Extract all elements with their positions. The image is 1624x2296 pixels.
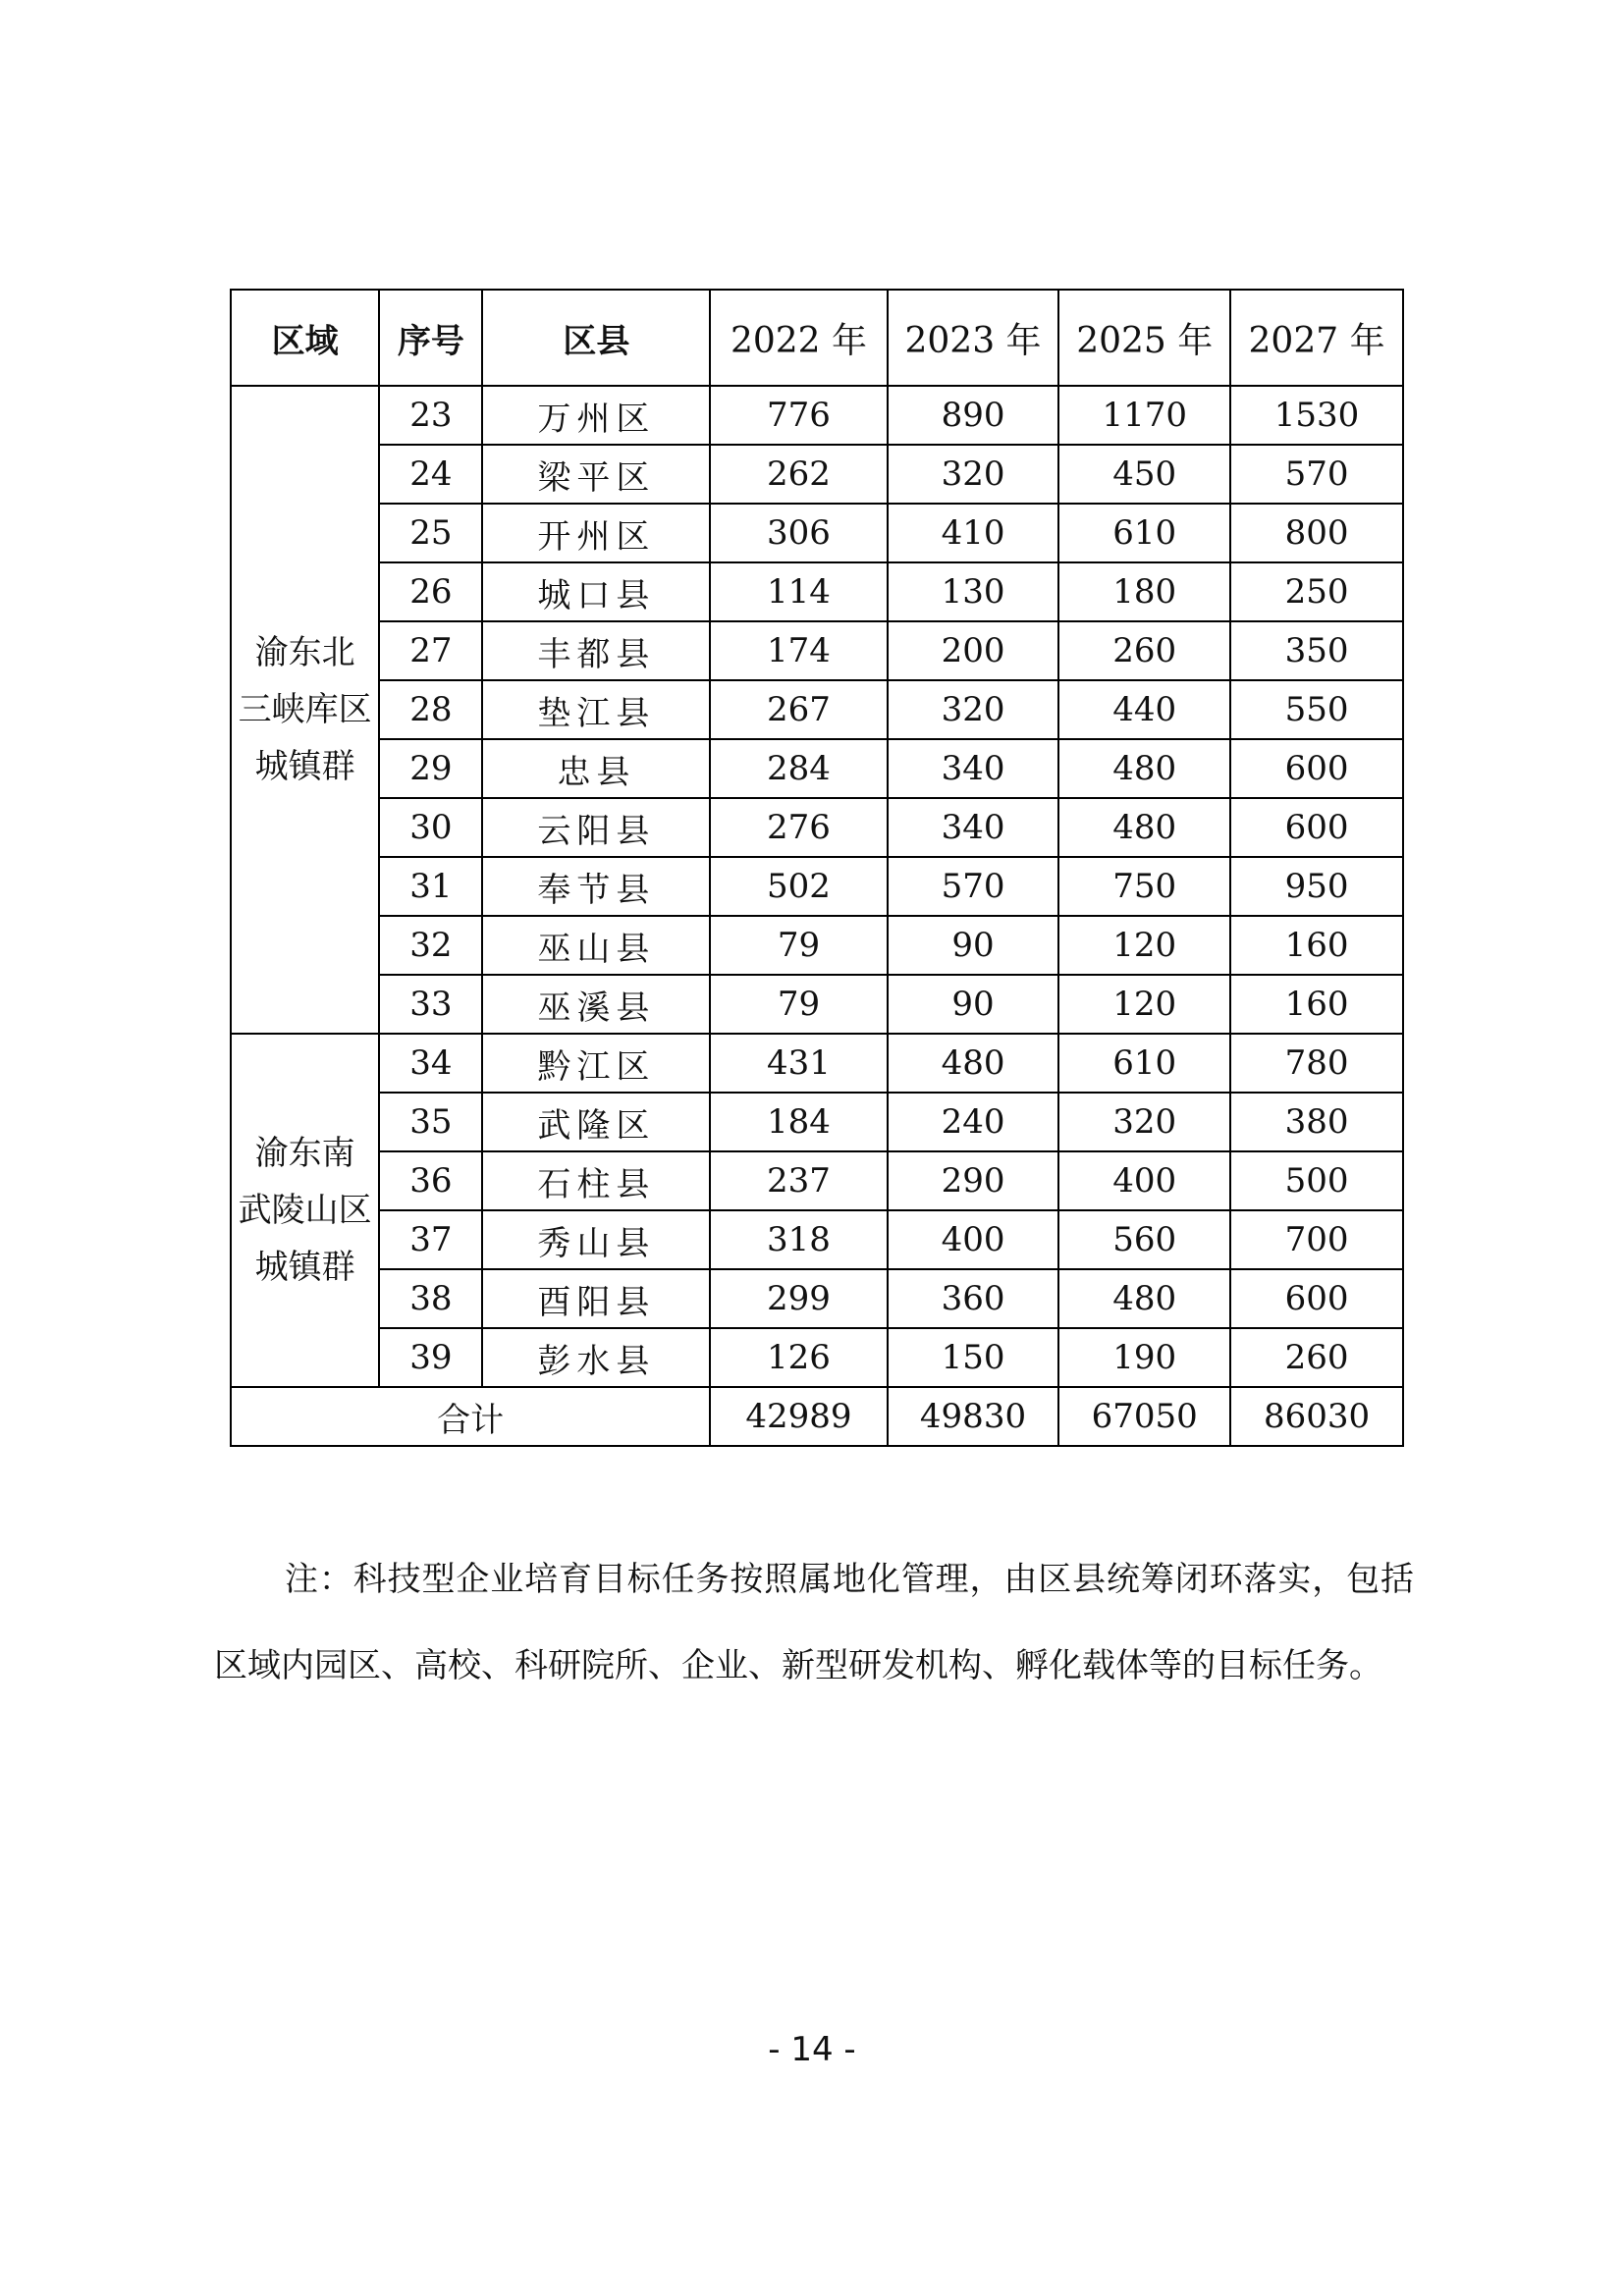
value-2027-cell: 700 <box>1230 1210 1403 1269</box>
value-2023-cell: 240 <box>888 1093 1059 1151</box>
value-2022-cell: 114 <box>710 562 887 621</box>
value-2023-cell: 320 <box>888 445 1059 504</box>
county-cell: 忠县 <box>482 739 710 798</box>
region-line: 渝东南 <box>254 1134 355 1173</box>
value-2023-cell: 890 <box>888 386 1059 445</box>
county-cell: 开州区 <box>482 504 710 562</box>
value-2022-cell: 284 <box>710 739 887 798</box>
county-cell: 万州区 <box>482 386 710 445</box>
value-2025-cell: 260 <box>1058 621 1230 680</box>
value-2023-cell: 570 <box>888 857 1059 916</box>
county-cell: 秀山县 <box>482 1210 710 1269</box>
index-cell: 25 <box>379 504 482 562</box>
value-2023-cell: 360 <box>888 1269 1059 1328</box>
total-label: 合计 <box>231 1387 710 1446</box>
county-cell: 石柱县 <box>482 1151 710 1210</box>
value-2025-cell: 440 <box>1058 680 1230 739</box>
total-value-cell: 42989 <box>710 1387 887 1446</box>
value-2022-cell: 431 <box>710 1034 887 1093</box>
value-2023-cell: 90 <box>888 975 1059 1034</box>
table-row <box>231 1210 1403 1269</box>
value-2027-cell: 160 <box>1230 916 1403 975</box>
value-2022-cell: 267 <box>710 680 887 739</box>
total-value-cell: 49830 <box>888 1387 1059 1446</box>
value-2023-cell: 290 <box>888 1151 1059 1210</box>
value-2027-cell: 600 <box>1230 798 1403 857</box>
county-cell: 巫山县 <box>482 916 710 975</box>
value-2025-cell: 450 <box>1058 445 1230 504</box>
value-2025-cell: 750 <box>1058 857 1230 916</box>
index-cell: 29 <box>379 739 482 798</box>
county-cell: 酉阳县 <box>482 1269 710 1328</box>
table-row <box>231 1034 1403 1093</box>
value-2025-cell: 120 <box>1058 916 1230 975</box>
index-cell: 28 <box>379 680 482 739</box>
value-2025-cell: 120 <box>1058 975 1230 1034</box>
region-line: 城镇群 <box>254 747 355 786</box>
value-2022-cell: 318 <box>710 1210 887 1269</box>
table-row <box>231 621 1403 680</box>
index-cell: 31 <box>379 857 482 916</box>
value-2022-cell: 776 <box>710 386 887 445</box>
total-value-cell: 86030 <box>1230 1387 1403 1446</box>
value-2023-cell: 410 <box>888 504 1059 562</box>
value-2022-cell: 299 <box>710 1269 887 1328</box>
table-row <box>231 1328 1403 1387</box>
region-line: 城镇群 <box>254 1248 355 1287</box>
note-paragraph <box>214 1536 1414 1709</box>
table-row <box>231 680 1403 739</box>
value-2027-cell: 250 <box>1230 562 1403 621</box>
county-cell: 武隆区 <box>482 1093 710 1151</box>
value-2023-cell: 320 <box>888 680 1059 739</box>
county-cell: 彭水县 <box>482 1328 710 1387</box>
value-2023-cell: 150 <box>888 1328 1059 1387</box>
region-line: 三峡库区 <box>238 690 372 729</box>
total-row <box>231 1387 1403 1446</box>
table-row <box>231 504 1403 562</box>
page-number: - 14 - <box>768 2030 856 2069</box>
value-2022-cell: 262 <box>710 445 887 504</box>
county-cell: 云阳县 <box>482 798 710 857</box>
value-2025-cell: 180 <box>1058 562 1230 621</box>
index-cell: 37 <box>379 1210 482 1269</box>
value-2023-cell: 200 <box>888 621 1059 680</box>
table-header-row <box>231 290 1403 386</box>
county-cell: 梁平区 <box>482 445 710 504</box>
value-2022-cell: 502 <box>710 857 887 916</box>
value-2023-cell: 340 <box>888 739 1059 798</box>
county-cell: 奉节县 <box>482 857 710 916</box>
value-2023-cell: 90 <box>888 916 1059 975</box>
region-line: 武陵山区 <box>238 1191 372 1230</box>
county-cell: 黔江区 <box>482 1034 710 1093</box>
header-index: 序号 <box>379 290 482 386</box>
value-2022-cell: 79 <box>710 916 887 975</box>
value-2025-cell: 1170 <box>1058 386 1230 445</box>
value-2025-cell: 480 <box>1058 1269 1230 1328</box>
value-2027-cell: 1530 <box>1230 386 1403 445</box>
index-cell: 34 <box>379 1034 482 1093</box>
target-table <box>230 289 1404 1447</box>
index-cell: 30 <box>379 798 482 857</box>
value-2025-cell: 400 <box>1058 1151 1230 1210</box>
value-2022-cell: 184 <box>710 1093 887 1151</box>
table-row <box>231 975 1403 1034</box>
county-cell: 巫溪县 <box>482 975 710 1034</box>
value-2022-cell: 276 <box>710 798 887 857</box>
value-2027-cell: 780 <box>1230 1034 1403 1093</box>
header-2022: 2022 年 <box>710 290 887 386</box>
table-body <box>231 386 1403 1446</box>
total-value-cell: 67050 <box>1058 1387 1230 1446</box>
table-row <box>231 798 1403 857</box>
index-cell: 35 <box>379 1093 482 1151</box>
value-2027-cell: 600 <box>1230 1269 1403 1328</box>
region-cell <box>231 386 379 1034</box>
header-2023: 2023 年 <box>888 290 1059 386</box>
county-cell: 丰都县 <box>482 621 710 680</box>
header-2025: 2025 年 <box>1058 290 1230 386</box>
index-cell: 23 <box>379 386 482 445</box>
value-2025-cell: 190 <box>1058 1328 1230 1387</box>
value-2027-cell: 570 <box>1230 445 1403 504</box>
value-2023-cell: 480 <box>888 1034 1059 1093</box>
value-2025-cell: 480 <box>1058 739 1230 798</box>
table-row <box>231 1093 1403 1151</box>
value-2027-cell: 350 <box>1230 621 1403 680</box>
value-2025-cell: 560 <box>1058 1210 1230 1269</box>
value-2027-cell: 260 <box>1230 1328 1403 1387</box>
table-row <box>231 1151 1403 1210</box>
table-row <box>231 916 1403 975</box>
value-2025-cell: 320 <box>1058 1093 1230 1151</box>
value-2027-cell: 600 <box>1230 739 1403 798</box>
value-2022-cell: 126 <box>710 1328 887 1387</box>
header-region: 区域 <box>231 290 379 386</box>
table-row <box>231 445 1403 504</box>
region-line: 渝东北 <box>254 633 355 672</box>
value-2023-cell: 400 <box>888 1210 1059 1269</box>
table-row <box>231 857 1403 916</box>
value-2027-cell: 800 <box>1230 504 1403 562</box>
value-2022-cell: 174 <box>710 621 887 680</box>
county-cell: 垫江县 <box>482 680 710 739</box>
value-2022-cell: 79 <box>710 975 887 1034</box>
region-cell <box>231 1034 379 1387</box>
value-2023-cell: 340 <box>888 798 1059 857</box>
header-county: 区县 <box>482 290 710 386</box>
index-cell: 24 <box>379 445 482 504</box>
index-cell: 27 <box>379 621 482 680</box>
header-2027: 2027 年 <box>1230 290 1403 386</box>
index-cell: 39 <box>379 1328 482 1387</box>
value-2027-cell: 380 <box>1230 1093 1403 1151</box>
index-cell: 26 <box>379 562 482 621</box>
table-row <box>231 1269 1403 1328</box>
county-cell: 城口县 <box>482 562 710 621</box>
value-2027-cell: 500 <box>1230 1151 1403 1210</box>
value-2027-cell: 950 <box>1230 857 1403 916</box>
value-2023-cell: 130 <box>888 562 1059 621</box>
value-2025-cell: 480 <box>1058 798 1230 857</box>
table-row <box>231 386 1403 445</box>
value-2025-cell: 610 <box>1058 504 1230 562</box>
table-row <box>231 562 1403 621</box>
value-2022-cell: 306 <box>710 504 887 562</box>
note-text: 注：科技型企业培育目标任务按照属地化管理，由区县统筹闭环落实，包括区域内园区、高校、科研院所、企业、新型研发机构、孵化载体等的目标任务。 <box>214 1560 1414 1685</box>
index-cell: 36 <box>379 1151 482 1210</box>
index-cell: 33 <box>379 975 482 1034</box>
value-2022-cell: 237 <box>710 1151 887 1210</box>
value-2027-cell: 160 <box>1230 975 1403 1034</box>
table-row <box>231 739 1403 798</box>
value-2027-cell: 550 <box>1230 680 1403 739</box>
index-cell: 38 <box>379 1269 482 1328</box>
index-cell: 32 <box>379 916 482 975</box>
value-2025-cell: 610 <box>1058 1034 1230 1093</box>
